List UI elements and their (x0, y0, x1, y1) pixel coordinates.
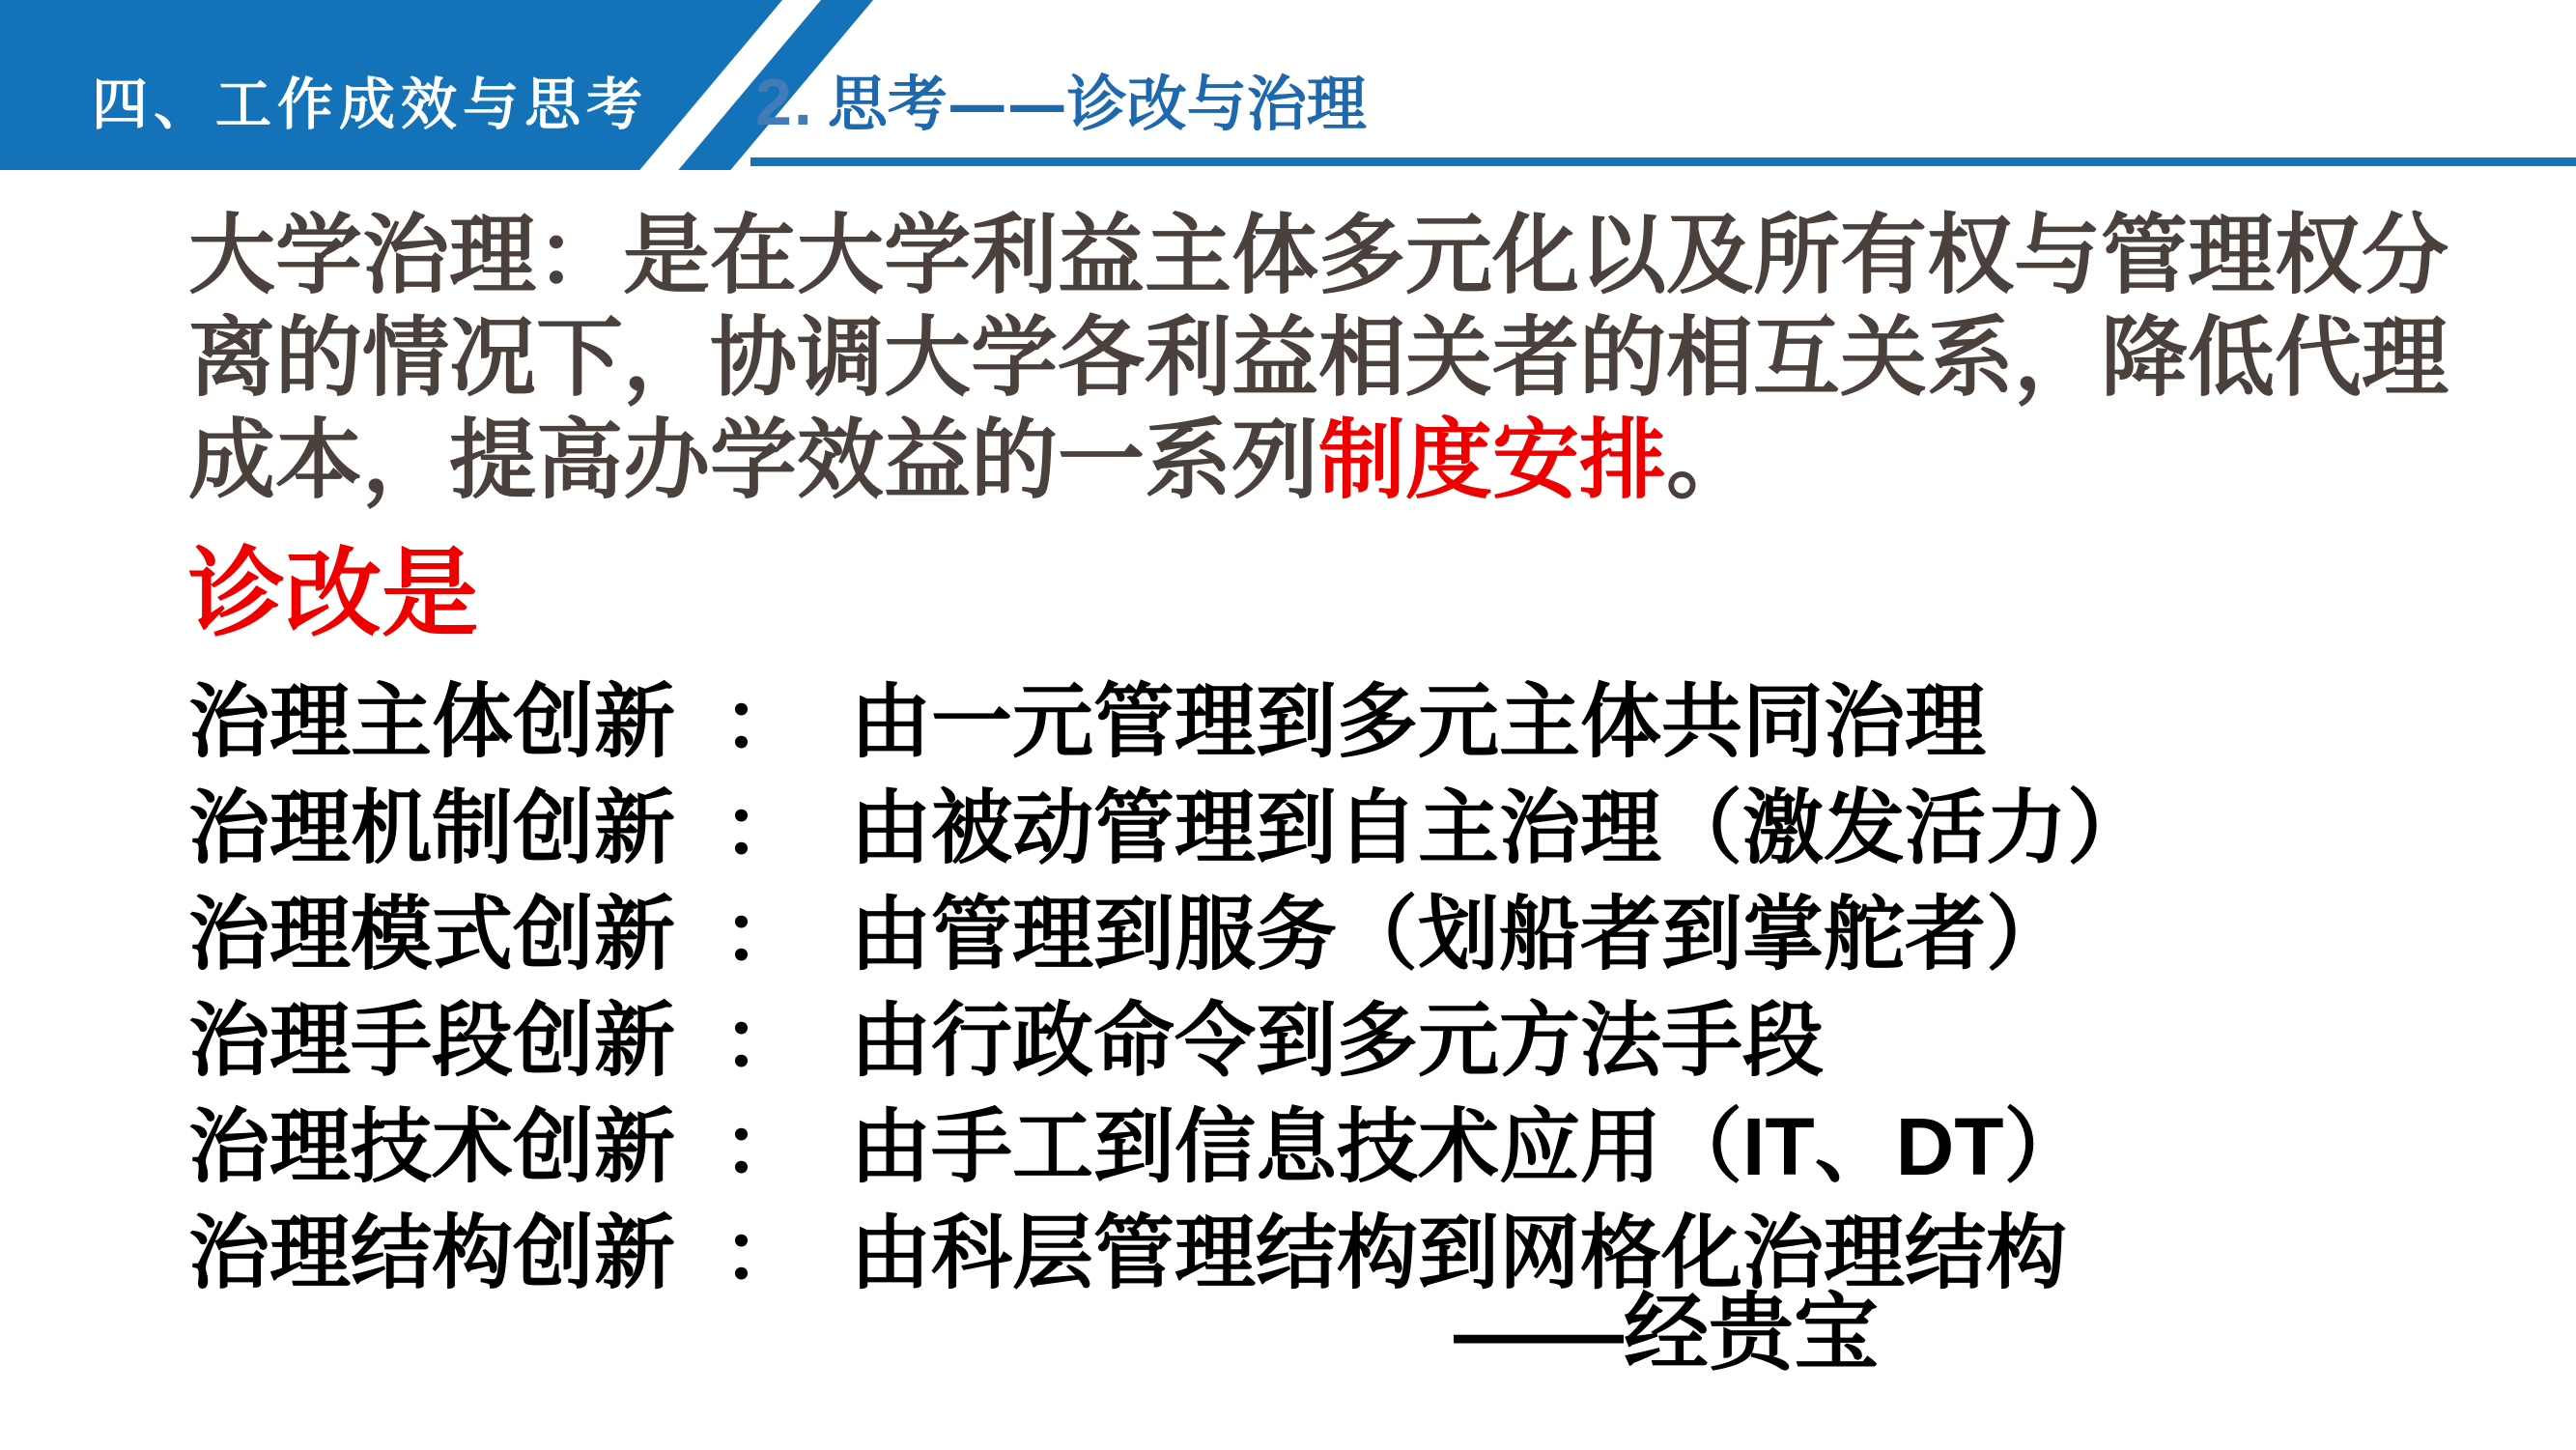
list-item (188, 987, 2458, 1094)
item-colon: ： (722, 889, 804, 980)
item-label: 治理机制创新 (188, 782, 676, 873)
definition-line-3-suffix: 。 (1666, 412, 1753, 509)
item-label: 治理模式创新 (188, 889, 676, 980)
item-colon: ： (722, 782, 804, 873)
subtitle-number: 2. (755, 66, 814, 139)
item-content: 由被动管理到自主治理（激发活力） (850, 782, 2149, 873)
list-item (188, 1094, 2458, 1200)
item-label: 治理结构创新 (188, 1208, 676, 1298)
item-content: 由管理到服务（划船者到掌舵者） (850, 889, 2068, 980)
item-label: 治理技术创新 (188, 1101, 676, 1192)
item-colon: ： (722, 1208, 804, 1298)
section-title: 四、工作成效与思考 (92, 73, 649, 136)
governance-list (188, 668, 2458, 1306)
heading-zhengai: 诊改是 (188, 540, 478, 648)
definition-highlight: 制度安排 (1318, 412, 1666, 509)
item-colon: ： (722, 1101, 804, 1192)
item-content: 由一元管理到多元主体共同治理 (850, 676, 1987, 767)
definition-line-3-prefix: 成本，提高办学效益的一系列 (188, 412, 1318, 509)
item-content: 由手工到信息技术应用（IT、DT） (850, 1101, 2085, 1192)
definition-line-1: 大学治理：是在大学利益主体多元化以及所有权与管理权分 (188, 208, 2449, 304)
item-label: 治理主体创新 (188, 676, 676, 767)
item-colon: ： (722, 676, 804, 767)
list-item (188, 668, 2458, 775)
list-item (188, 1200, 2458, 1306)
item-content: 由科层管理结构到网格化治理结构 (850, 1208, 2068, 1298)
item-label: 治理手段创新 (188, 995, 676, 1086)
item-colon: ： (722, 995, 804, 1086)
subtitle-underline (750, 157, 2576, 166)
definition-line-2: 离的情况下，协调大学各利益相关者的相互关系，降低代理 (188, 310, 2449, 407)
list-item (188, 775, 2458, 881)
attribution: ——经贵宝 (1454, 1285, 1880, 1380)
slide-subtitle (755, 66, 1367, 139)
subtitle-text: 思考——诊改与治理 (827, 69, 1367, 139)
definition-line-3 (188, 410, 2439, 512)
definition-paragraph (188, 205, 2449, 512)
item-content: 由行政命令到多元方法手段 (850, 995, 1825, 1086)
list-item (188, 881, 2458, 987)
